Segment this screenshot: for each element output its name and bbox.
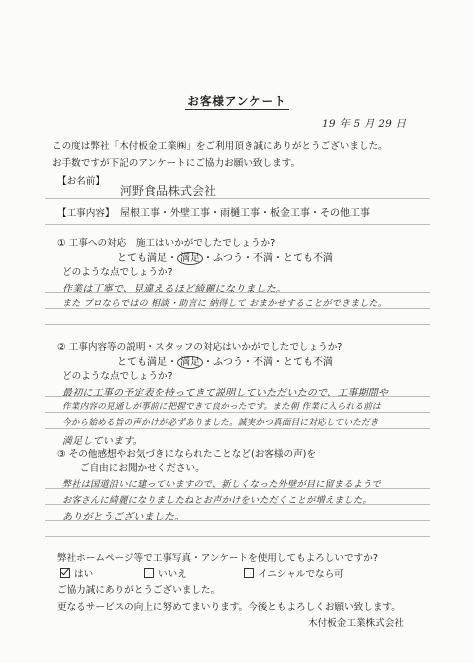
closing-thanks: ご協力誠にありがとうございました。	[57, 585, 221, 596]
q1-option[interactable]: ふつう	[213, 253, 243, 264]
q2-answer-line: 今から始める旨の声かけが必ずありました。誠実かつ真面目に対応していただき	[62, 418, 379, 428]
q2-option[interactable]: とても不満	[283, 357, 333, 368]
q1-option-selected[interactable]: 満足	[177, 252, 203, 265]
q2-answer-line: 最初に工事の予定表を持ってきて説明していただいたので、工事期間や	[62, 388, 389, 399]
q1-option[interactable]: 不満	[253, 253, 273, 264]
q1-question: ① 工事への対応 施工はいかがでしたでしょうか?	[57, 238, 276, 249]
q2-option[interactable]: 不満	[253, 357, 273, 368]
survey-title: お客様アンケート	[187, 94, 287, 108]
answer-line	[45, 488, 430, 489]
answer-line	[45, 292, 430, 293]
q3-answer-line: ありがとうございました。	[62, 512, 185, 523]
q1-prompt: どのような点でしょうか?	[62, 267, 173, 278]
q2-option-selected[interactable]: 満足	[177, 356, 203, 369]
answer-line	[45, 412, 430, 413]
q3-answer-line: 弊社は国道沿いに建っていますので、新しくなった外壁が目に留まるようで	[62, 479, 381, 490]
q2-answer-line: 作業内容の見通しが事前に把握できて良かったです。また朝 作業に入られる前は	[62, 402, 381, 412]
q2-prompt: どのような点でしょうか?	[62, 371, 173, 382]
closing-message: 更なるサービスの向上に努めてまいります。今後ともよろしくお願い致します。	[57, 602, 401, 613]
q2-answer-line: 満足しています。	[62, 436, 143, 447]
answer-line	[45, 504, 430, 505]
work-types: 屋根工事・外壁工事・雨樋工事・板金工事・その他工事	[120, 208, 370, 219]
survey-date: 19 年 5 月 29 日	[322, 118, 407, 130]
q2-question: ② 工事内容等の説明・スタッフの対応はいかがでしたでしょうか?	[57, 342, 343, 353]
q1-answer-line: また プロならではの 相談・助言に 納得して おまかせすることができました。	[62, 299, 387, 309]
q1-answer-line: 作業は丁寧で、見違えるほど綺麗になりました。	[62, 284, 287, 295]
permission-option-no[interactable]: いいえ	[144, 568, 187, 581]
q3-answer-line: お客さんに綺麗になりましたねとお声かけをいただくことが増えました。	[62, 495, 372, 506]
intro-line-2: お手数ですが下記のアンケートにご協力お願い致します。	[52, 158, 301, 169]
answer-line	[45, 536, 430, 537]
intro-line-1: この度は弊社「木付板金工業㈱」をご利用頂き誠にありがとうございました。	[52, 141, 388, 152]
answer-line	[45, 324, 430, 325]
checkbox-initials[interactable]	[244, 568, 254, 578]
q3-question-2: ご自由にお聞かせください。	[80, 463, 205, 474]
answer-line	[45, 428, 430, 429]
permission-option-yes[interactable]: はい	[60, 568, 93, 581]
answer-line	[45, 520, 430, 521]
permission-option-initials[interactable]: イニシャルでなら可	[244, 568, 344, 581]
q1-option[interactable]: とても不満	[283, 253, 333, 264]
divider	[45, 224, 430, 225]
permission-question: 弊社ホームページ等で工事写真・アンケートを使用してもよろしいですか?	[57, 553, 378, 564]
answer-line	[45, 396, 430, 397]
checkbox-no[interactable]	[144, 568, 154, 578]
q2-options: とても満足・ 満足 ・ふつう・不満・とても不満	[117, 357, 333, 368]
q2-option[interactable]: とても満足	[117, 357, 167, 368]
q1-options: とても満足・ 満足 ・ふつう・不満・とても不満	[117, 253, 333, 264]
q1-option[interactable]: とても満足	[117, 253, 167, 264]
work-label: 【工事内容】	[57, 208, 115, 219]
q3-question: ③ その他感想やお気づきになられたことなど(お客様の声)を	[57, 449, 317, 460]
answer-line	[45, 308, 430, 309]
q2-option[interactable]: ふつう	[213, 357, 243, 368]
company-name: 木付板金工業株式会社	[308, 618, 404, 629]
name-label: 【お名前】	[57, 176, 105, 187]
divider	[45, 198, 430, 199]
checkbox-yes-checked[interactable]	[60, 568, 70, 578]
customer-name: 河野食品株式会社	[120, 184, 217, 198]
